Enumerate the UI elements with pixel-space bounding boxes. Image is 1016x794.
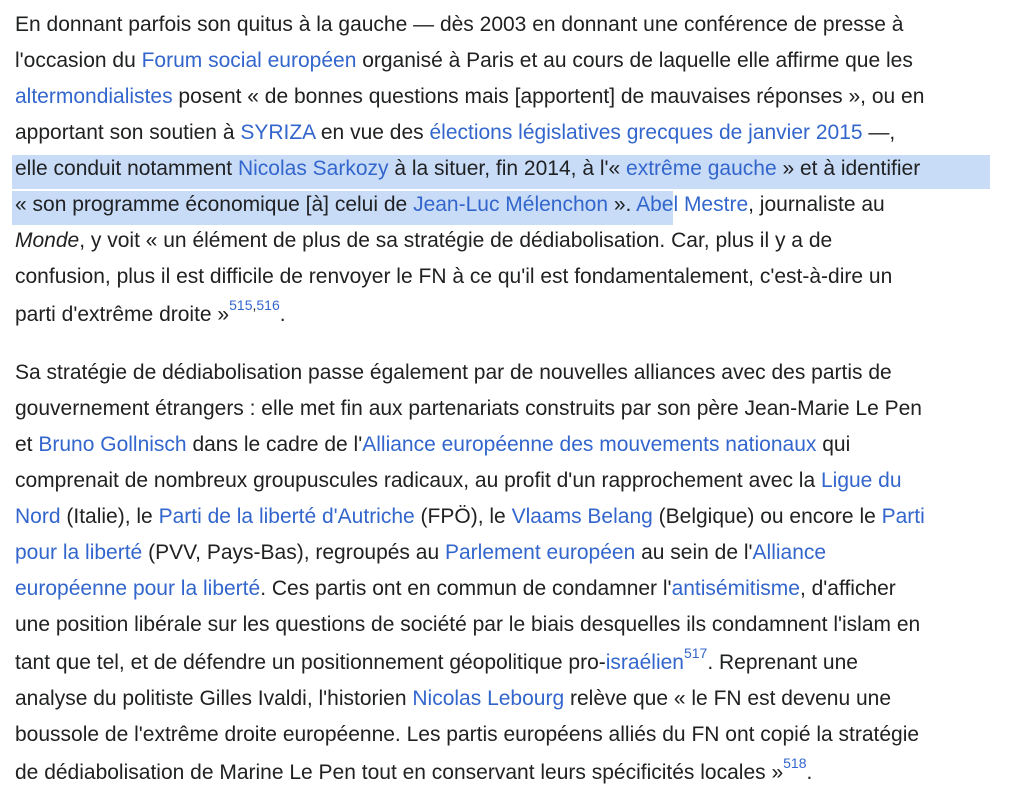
text-line [15,355,892,391]
text: . [279,303,286,326]
link-syriza[interactable]: SYRIZA [240,121,316,144]
text-line [15,427,850,463]
link-abel-mestre[interactable]: Abel Mestre [636,193,749,216]
text-line [15,717,919,753]
text-line [15,115,895,151]
text-line [15,79,924,115]
text: au sein de l' [635,541,753,564]
text: . [806,761,813,784]
text: organisé à Paris et au cours de laquelle elle affirme que les [356,49,913,72]
text-line [15,463,902,499]
link-antisemitisme[interactable]: antisémitisme [671,577,800,600]
reference-516[interactable]: 516 [256,297,280,313]
link-alliance-europeenne-liberte[interactable]: européenne pour la liberté [15,577,261,600]
text: gouvernement étrangers : elle met fin aux partenariats construits par son père Jean-Marie Le Pen [15,397,922,420]
text: , [252,297,257,313]
text: analyse du politiste Gilles Ivaldi, l'historien [15,687,413,710]
link-parti-pour-la-liberte[interactable]: pour la liberté [15,541,143,564]
text: (Belgique) ou encore le [652,505,882,528]
link-parti-pour-la-liberte[interactable]: Parti [881,505,925,528]
text: à la situer, fin 2014, à l'« [388,157,627,180]
reference-518[interactable]: 518 [783,755,807,771]
text: . Reprenant une [707,651,858,674]
text-line [15,43,913,79]
reference-517[interactable]: 517 [683,645,708,661]
text-line [15,499,925,535]
link-jean-luc-melenchon[interactable]: Jean-Luc Mélenchon [413,193,609,216]
reference-515[interactable]: 515 [229,297,253,313]
link-alliance-europeenne-mouvements-nationaux[interactable]: Alliance européenne des mouvements nationaux [362,433,817,456]
link-vlaams-belang[interactable]: Vlaams Belang [511,505,653,528]
text: , y voit « un élément de plus de sa stratégie de dédiabolisation. Car, plus il y a de [79,229,833,252]
text-line [15,297,286,333]
text: ». [608,193,632,216]
text: elle conduit notamment [15,157,238,180]
text: (PVV, Pays-Bas), regroupés au [142,541,445,564]
text: qui [816,433,851,456]
reference-group [229,297,280,313]
text-line [15,645,858,681]
text: , d'afficher [799,577,896,600]
text: parti d'extrême droite » [15,303,230,326]
text-line [15,223,832,259]
text: « son programme économique [à] celui de [15,193,414,216]
text: de dédiabolisation de Marine Le Pen tout en conservant leurs spécificités locales » [15,761,784,784]
text: l'occasion du [15,49,142,72]
text: (Italie), le [60,505,159,528]
text: une position libérale sur les questions de société par le biais desquelles ils condamnent l'islam en [15,613,921,636]
reference-group [783,755,806,771]
text-line [15,151,920,187]
link-forum-social-europeen[interactable]: Forum social européen [141,49,357,72]
text: et [15,433,39,456]
link-alliance-europeenne-liberte[interactable]: Alliance [752,541,827,564]
link-nicolas-sarkozy[interactable]: Nicolas Sarkozy [237,157,389,180]
text: apportant son soutien à [15,121,241,144]
text: . Ces partis ont en commun de condamner l' [260,577,672,600]
italic-text: Monde [15,229,80,252]
text: —, [862,121,896,144]
text-line [15,259,892,295]
link-israelien[interactable]: israélien [605,651,684,674]
text: Sa stratégie de dédiabolisation passe également par de nouvelles alliances avec des partis de [15,361,892,384]
text: tant que tel, et de défendre un positionnement géopolitique pro- [15,651,606,674]
text-line [15,755,812,791]
reference-group [684,645,707,661]
text-line [15,187,885,223]
text: en vue des [315,121,430,144]
link-parti-liberte-autriche[interactable]: Parti de la liberté d'Autriche [158,505,415,528]
text-line [15,391,922,427]
text-line [15,571,896,607]
link-ligue-du-nord[interactable]: Ligue du [820,469,902,492]
link-parlement-europeen[interactable]: Parlement européen [444,541,636,564]
text-line [15,535,826,571]
link-extreme-gauche[interactable]: extrême gauche [626,157,777,180]
link-bruno-gollnisch[interactable]: Bruno Gollnisch [38,433,187,456]
text-line [15,681,891,717]
text-line [15,7,903,43]
text: relève que « le FN est devenu une [564,687,892,710]
text: posent « de bonnes questions mais [apportent] de mauvaises réponses », ou en [172,85,925,108]
text: En donnant parfois son quitus à la gauche — dès 2003 en donnant une conférence de presse à [15,13,904,36]
text: boussole de l'extrême droite européenne. Les partis européens alliés du FN ont copié la stratégie [15,723,920,746]
text: , journaliste au [748,193,885,216]
text: » et à identifier [776,157,921,180]
text: comprenait de nombreux groupuscules radicaux, au profit d'un rapprochement avec la [15,469,821,492]
link-nicolas-lebourg[interactable]: Nicolas Lebourg [412,687,565,710]
text-line [15,607,920,643]
link-ligue-du-nord[interactable]: Nord [15,505,61,528]
text: dans le cadre de l' [186,433,363,456]
link-elections-grecques-2015[interactable]: élections législatives grecques de janvier 2015 [429,121,863,144]
link-altermondialistes[interactable]: altermondialistes [15,85,173,108]
text: confusion, plus il est difficile de renvoyer le FN à ce qu'il est fondamentalement, c'est-à-dire un [15,265,893,288]
text: (FPÖ), le [414,505,512,528]
